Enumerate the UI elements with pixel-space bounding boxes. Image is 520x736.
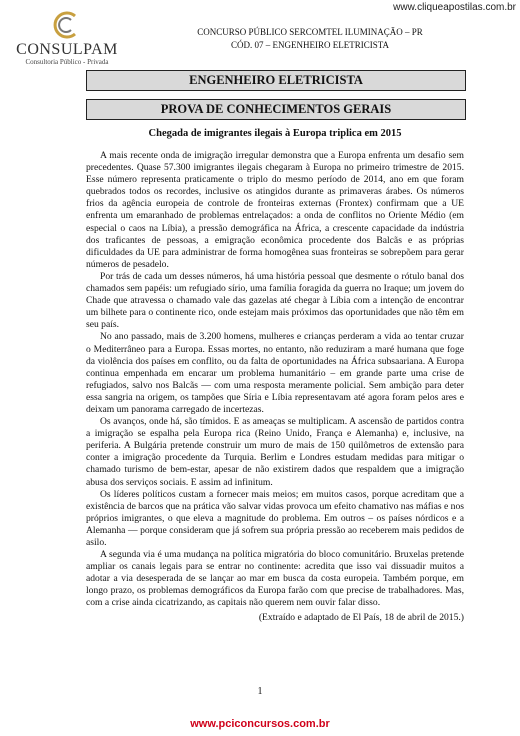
logo-tagline: Consultoria Público - Privada	[25, 58, 109, 66]
section-title-role: ENGENHEIRO ELETRICISTA	[86, 70, 466, 91]
paragraph: A mais recente onda de imigração irregular demonstra que a Europa enfrenta um desafio sem precedentes. Quase 57.300 imigrantes ilegais chegaram à Europa no primeiro trimestre de 2015. Esse número representa praticamente o triplo do mesmo período de 2014, ano em que foram quebrados todos os recordes, inclusive os atingidos durante as primaveras árabes. Os números frios da agência europeia de controle de fronteiras externas (Frontex) confirmam que a UE enfrenta um emaranhado de problemas entrelaçados: a onda de conflitos no Oriente Médio (em especial o caos na Líbia), a pressão demográfica na África, a crescente capacidade da indústria dos traficantes de pessoas, a emigração econômica procedente dos Balcãs e as próprias dificuldades da UE para administrar de forma homogênea suas fronteiras se sobrepõem para gerar números de pesadelo.	[86, 150, 464, 270]
exam-header	[160, 26, 460, 52]
consulpam-logo	[12, 10, 122, 67]
exam-header-line2: CÓD. 07 – ENGENHEIRO ELETRICISTA	[230, 40, 389, 50]
logo-c-icon	[47, 10, 87, 40]
top-url[interactable]: www.cliqueapostilas.com.br	[393, 2, 516, 13]
paragraph: Por trás de cada um desses números, há uma história pessoal que desmente o rótulo banal dos chamados sem papéis: um refugiado sírio, uma família foragida da guerra no Iraque; um jovem do Chade que atravessa o chamado vale das gazelas até chegar à Líbia com a intenção de encontrar um bilhete para o continente rico, onde estejam mais próximos das oportunidades que não têm em seu país.	[86, 270, 464, 331]
article-body	[86, 150, 464, 624]
exam-header-line1: CONCURSO PÚBLICO SERCOMTEL ILUMINAÇÃO – PR	[197, 27, 423, 37]
logo-name: CONSULPAM	[16, 41, 118, 58]
article-source: (Extraído e adaptado de El País, 18 de abril de 2015.)	[258, 611, 464, 623]
page-number: 1	[257, 686, 263, 697]
section-title-exam: PROVA DE CONHECIMENTOS GERAIS	[86, 99, 466, 120]
paragraph: No ano passado, mais de 3.200 homens, mulheres e crianças perderam a vida ao tentar cruzar o Mediterrâneo para a Europa. Essas mortes, no entanto, não reduziram a maré humana que foge da violência dos países em conflito, ou da falta de oportunidades na África subsaariana. A Europa continua empenhada em encarar um problema humanitário – em grande parte uma crise de refugiados, salvo nos Balcãs — com uma resposta meramente policial. Sem ambição para deter essa sangria na origem, os tampões que Síria e Líbia representavam até agora foram pelos ares e deixam um panorama carregado de incertezas.	[86, 331, 464, 415]
paragraph: A segunda via é uma mudança na política migratória do bloco comunitário. Bruxelas pretende ampliar os canais legais para se entrar no continente: acredita que isso vai dissuadir muitos a adotar a via desesperada de se lançar ao mar em busca da costa europeia. Também porque, em longo prazo, os problemas demográficos da Europa farão com que precise de trabalhadores. Mas, com a crise ainda cicatrizando, as capitais não querem nem ouvir falar disso.	[86, 549, 464, 609]
paragraph: Os avanços, onde há, são tímidos. E as ameaças se multiplicam. A ascensão de partidos contra a imigração se espalha pela Europa rica (Reino Unido, França e Alemanha) e, inclusive, na periferia. A Bulgária pretende construir um muro de mais de 150 quilômetros de extensão para conter a imigração procedente da Turquia. Berlim e Londres estudam medidas para mitigar o chamado turismo de bem-estar, apesar de não existirem dados que respaldem que a imigração abusa dos serviços sociais. E assim ad infinitum.	[86, 416, 464, 488]
paragraph: Os líderes políticos custam a fornecer mais meios; em muitos casos, porque acreditam que a existência de barcos que na prática vão salvar vidas provoca um efeito chamativo nas máfias e nos próprios imigrantes, o que eleva a magnitude do problema. Em outros – os países nórdicos e a Alemanha — porque consideram que já sofrem sua própria pressão ao receberem mais pedidos de asilo.	[86, 488, 464, 548]
article-title: Chegada de imigrantes ilegais à Europa triplica em 2015	[148, 128, 402, 139]
footer-url[interactable]: www.pciconcursos.com.br	[190, 718, 330, 730]
